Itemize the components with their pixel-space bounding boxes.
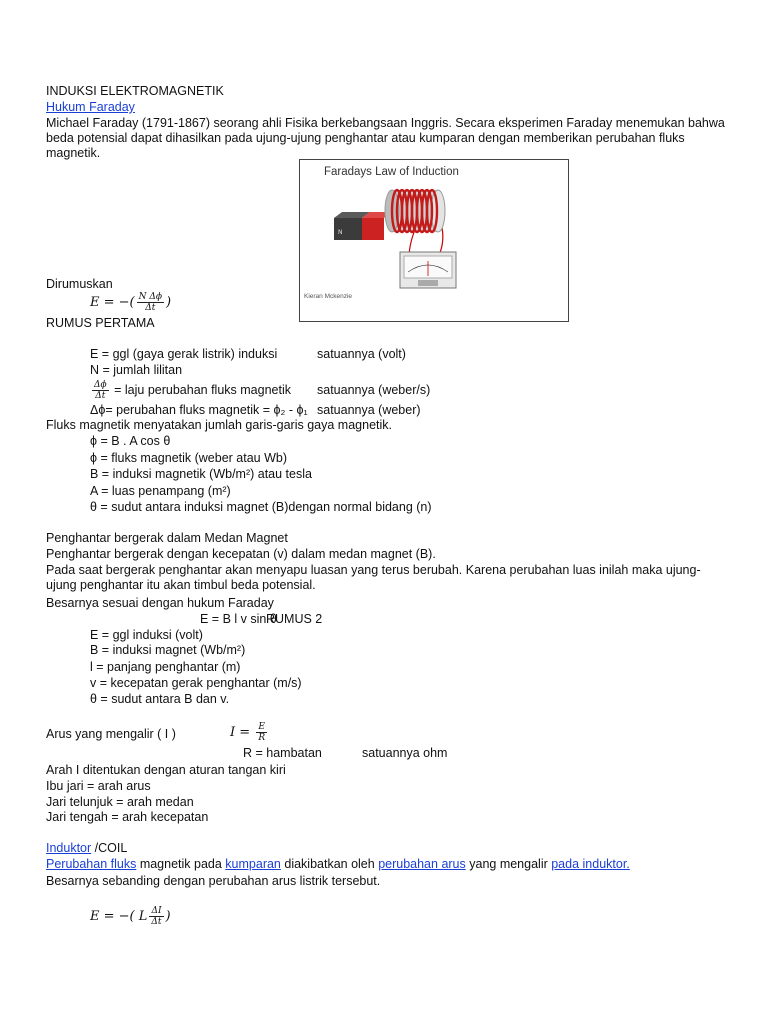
formula-ggl-faraday: E = −( $\frac{\text{N Δϕ}}{\Delta t}$ ): [90, 292, 172, 313]
def-perubahan-fluks: Δϕ= perubahan fluks magnetik = ϕ₂ - ϕ₁: [90, 403, 308, 417]
rumus-2-label: RUMUS 2: [266, 612, 323, 626]
def-induksi-magnetik: B = induksi magnetik (Wb/m²) atau tesla: [90, 467, 312, 481]
induktor-link[interactable]: Induktor: [46, 841, 92, 855]
def-fluks: ϕ = fluks magnetik (weber atau Wb): [90, 451, 288, 465]
def2-induksi: B = induksi magnet (Wb/m²): [90, 643, 246, 657]
def-sudut: θ = sudut antara induksi magnet (B)dengan normal bidang (n): [90, 500, 432, 514]
def2-kecepatan: v = kecepatan gerak penghantar (m/s): [90, 676, 302, 690]
figure-credit: Kieran Mckenzie: [304, 293, 353, 300]
figure-title: Faradays Law of Induction: [324, 166, 459, 178]
def-perubahan-fluks-unit: satuannya (weber): [317, 403, 421, 417]
arah-rule: Arah I ditentukan dengan aturan tangan kiri: [46, 763, 286, 777]
perubahan-fluks-link[interactable]: Perubahan fluks: [46, 857, 137, 871]
page-heading: INDUKSI ELEKTROMAGNETIK: [46, 84, 224, 98]
def2-sudut: θ = sudut antara B dan v.: [90, 692, 230, 706]
def-laju-fluks: $\frac{\Delta\phi}{\Delta t}$ = laju perubahan fluks magnetik: [94, 380, 291, 401]
penghantar-title: Penghantar bergerak dalam Medan Magnet: [46, 531, 288, 545]
pada-induktor-link[interactable]: pada induktor.: [551, 857, 630, 871]
induktor-heading: Induktor /COIL: [46, 841, 128, 855]
besarnya-label: Besarnya sesuai dengan hukum Faraday: [46, 596, 274, 610]
arus-label: Arus yang mengalir ( I ): [46, 727, 176, 741]
svg-text:N: N: [338, 229, 343, 236]
formula-arus: I = $\frac{E}{R}$: [230, 722, 266, 743]
hambatan-unit: satuannya ohm: [362, 746, 448, 760]
perubahan-arus-link[interactable]: perubahan arus: [378, 857, 466, 871]
def2-ggl: E = ggl induksi (volt): [90, 628, 203, 642]
faraday-law-figure: [299, 159, 569, 322]
penghantar-paragraph: Pada saat bergerak penghantar akan menyapu luasan yang terus berubah. Karena perubahan luas inilah maka ujung-ujung penghantar itu akan timbul beda potensial.: [46, 563, 701, 592]
rumus-pertama-label: RUMUS PERTAMA: [46, 316, 155, 330]
arah-jari-telunjuk: Jari telunjuk = arah medan: [46, 795, 194, 809]
penghantar-line: Penghantar bergerak dengan kecepatan (v) dalam medan magnet (B).: [46, 547, 436, 561]
hukum-faraday-link[interactable]: Hukum Faraday: [46, 100, 135, 114]
def2-panjang: l = panjang penghantar (m): [90, 660, 241, 674]
arah-ibu-jari: Ibu jari = arah arus: [46, 779, 151, 793]
def-fluks-formula: ϕ = B . A cos θ: [90, 434, 171, 448]
sebanding-line: Besarnya sebanding dengan perubahan arus listrik tersebut.: [46, 874, 381, 888]
hambatan-def: R = hambatan: [243, 746, 322, 760]
def-ggl-unit: satuannya (volt): [317, 347, 406, 361]
fluks-definition: Fluks magnetik menyatakan jumlah garis-garis gaya magnetik.: [46, 418, 392, 432]
arah-jari-tengah: Jari tengah = arah kecepatan: [46, 810, 209, 824]
kumparan-link[interactable]: kumparan: [225, 857, 281, 871]
def-lilitan: N = jumlah lilitan: [90, 363, 183, 377]
perubahan-fluks-line: Perubahan fluks magnetik pada kumparan diakibatkan oleh perubahan arus yang mengalir pada induktor.: [46, 857, 630, 871]
intro-paragraph: Michael Faraday (1791-1867) seorang ahli Fisika berkebangsaan Inggris. Secara eksperimen Faraday menemukan bahwa beda potensial dapat dihasilkan pada ujung-ujung penghantar atau kumparan dengan memberikan perubahan fluks magnetik.: [46, 116, 725, 160]
def-laju-fluks-unit: satuannya (weber/s): [317, 383, 431, 397]
dirumuskan-label: Dirumuskan: [46, 277, 113, 291]
def-ggl: E = ggl (gaya gerak listrik) induksi: [90, 347, 278, 361]
formula-ggl-induktor: E = −( L $\frac{\Delta I}{\Delta t}$ ): [90, 906, 171, 927]
def-luas-penampang: A = luas penampang (m²): [90, 484, 231, 498]
formula-ggl-gerak: E = B l v sin θ: [200, 612, 277, 626]
